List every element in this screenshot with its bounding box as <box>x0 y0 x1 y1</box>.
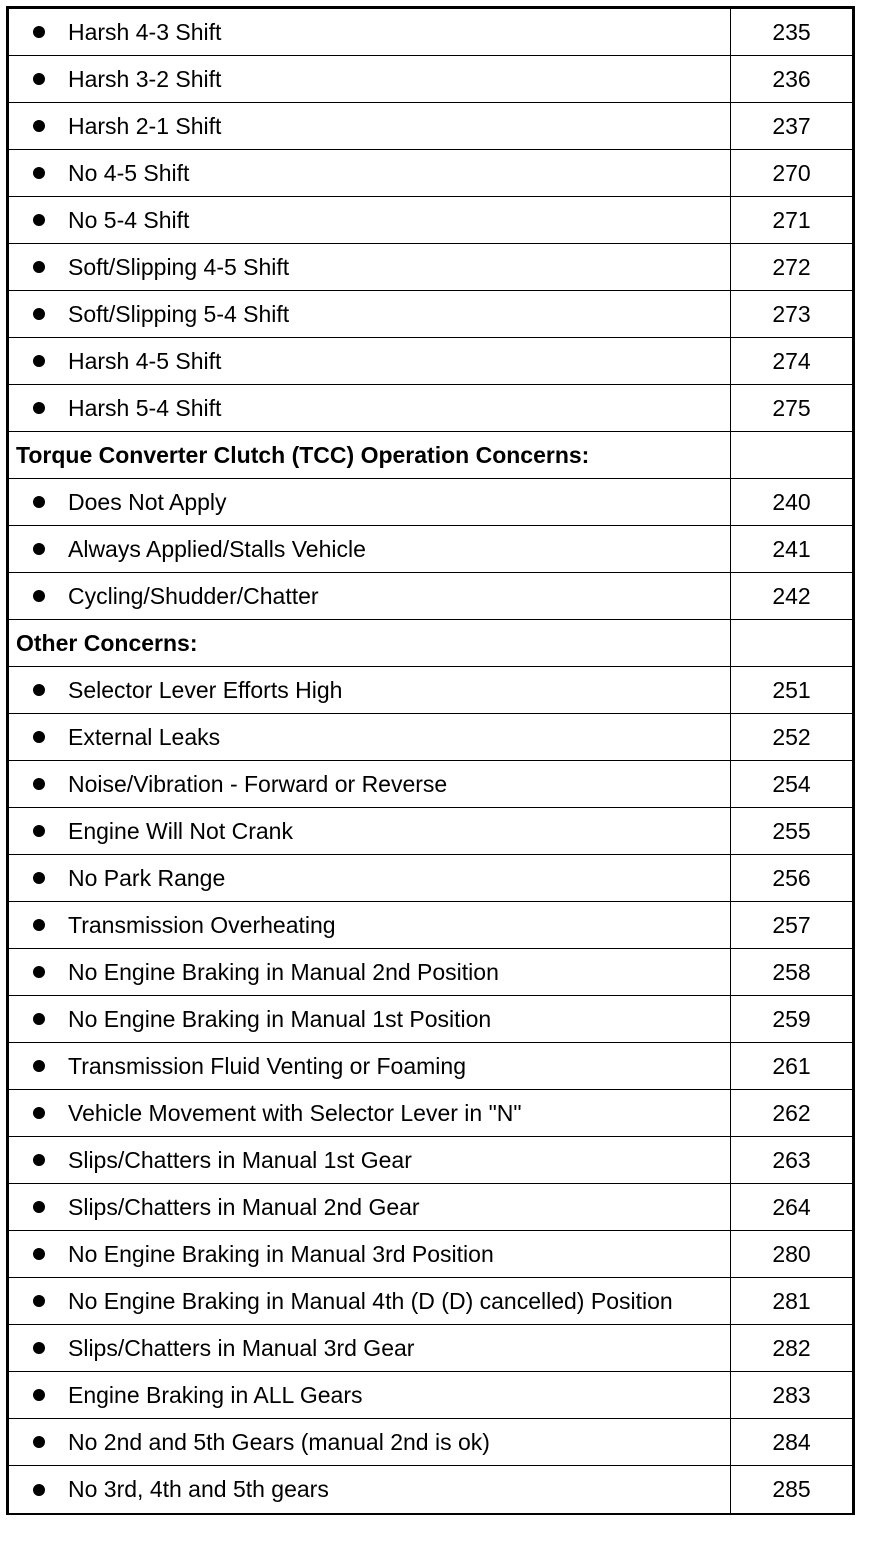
table-row <box>9 808 852 855</box>
description-cell <box>9 291 731 337</box>
table-row <box>9 1278 852 1325</box>
table-row <box>9 56 852 103</box>
description-cell <box>9 150 731 196</box>
page-number-cell <box>731 432 852 478</box>
description-cell <box>9 338 731 384</box>
table-row <box>9 949 852 996</box>
description-cell <box>9 996 731 1042</box>
bullet-icon <box>33 167 45 179</box>
table-row <box>9 150 852 197</box>
table-row <box>9 291 852 338</box>
page-number-cell: 237 <box>772 112 811 139</box>
symptom-label: Harsh 4-3 Shift <box>68 18 222 45</box>
description-cell <box>9 1325 731 1371</box>
symptom-label: No 4-5 Shift <box>68 159 190 186</box>
bullet-icon <box>33 308 45 320</box>
table-row <box>9 338 852 385</box>
bullet-icon <box>33 1201 45 1213</box>
page-number-cell: 241 <box>772 535 811 562</box>
symptom-label: No Engine Braking in Manual 3rd Position <box>68 1240 494 1267</box>
page-number-cell: 272 <box>772 253 811 280</box>
bullet-icon <box>33 1107 45 1119</box>
table-row <box>9 479 852 526</box>
table-row <box>9 573 852 620</box>
table-row <box>9 1325 852 1372</box>
description-cell <box>9 949 731 995</box>
page-number-cell: 281 <box>772 1287 811 1314</box>
bullet-icon <box>33 1484 45 1496</box>
symptom-label: Transmission Fluid Venting or Foaming <box>68 1052 466 1079</box>
page-number-cell: 285 <box>772 1476 811 1502</box>
bullet-icon <box>33 543 45 555</box>
symptom-label: No Engine Braking in Manual 4th (D (D) cancelled) Position <box>68 1287 673 1314</box>
table-row <box>9 714 852 761</box>
bullet-icon <box>33 825 45 837</box>
symptom-label: External Leaks <box>68 723 221 750</box>
page-number-cell: 271 <box>772 206 811 233</box>
table-row <box>9 667 852 714</box>
page-number-cell: 240 <box>772 488 811 515</box>
section-heading-row <box>9 620 852 667</box>
table-row <box>9 1043 852 1090</box>
symptom-label: Slips/Chatters in Manual 3rd Gear <box>68 1334 415 1361</box>
table-row <box>9 996 852 1043</box>
table-row <box>9 197 852 244</box>
page-number-cell: 236 <box>772 65 811 92</box>
bullet-icon <box>33 872 45 884</box>
symptom-label: Does Not Apply <box>68 488 227 515</box>
symptom-label: No 3rd, 4th and 5th gears <box>68 1476 329 1502</box>
symptom-label: No 2nd and 5th Gears (manual 2nd is ok) <box>68 1428 490 1455</box>
symptom-label: Harsh 5-4 Shift <box>68 394 222 421</box>
page-number-cell: 251 <box>772 676 811 703</box>
table-row <box>9 761 852 808</box>
bullet-icon <box>33 496 45 508</box>
page-number-cell <box>731 620 852 666</box>
description-cell <box>9 667 731 713</box>
bullet-icon <box>33 355 45 367</box>
symptom-label: No Park Range <box>68 864 226 891</box>
bullet-icon <box>33 1389 45 1401</box>
symptom-label: Selector Lever Efforts High <box>68 676 343 703</box>
table-row <box>9 1137 852 1184</box>
page-number-cell: 283 <box>772 1381 811 1408</box>
page-number-cell: 262 <box>772 1099 811 1126</box>
description-cell <box>9 902 731 948</box>
table-row <box>9 1372 852 1419</box>
section-heading-row <box>9 432 852 479</box>
page-number-cell: 280 <box>772 1240 811 1267</box>
table-row <box>9 526 852 573</box>
table-row <box>9 1184 852 1231</box>
description-cell <box>9 385 731 431</box>
description-cell <box>9 1231 731 1277</box>
table-row <box>9 1466 852 1513</box>
description-cell <box>9 1278 731 1324</box>
table-row <box>9 244 852 291</box>
bullet-icon <box>33 1060 45 1072</box>
page-number-cell: 282 <box>772 1334 811 1361</box>
symptom-label: No 5-4 Shift <box>68 206 190 233</box>
page-number-cell: 264 <box>772 1193 811 1220</box>
symptom-label: Soft/Slipping 5-4 Shift <box>68 300 290 327</box>
description-cell <box>9 432 731 478</box>
bullet-icon <box>33 778 45 790</box>
page-number-cell: 242 <box>772 582 811 609</box>
symptom-label: Engine Braking in ALL Gears <box>68 1381 363 1408</box>
bullet-icon <box>33 402 45 414</box>
table-row <box>9 1231 852 1278</box>
bullet-icon <box>33 731 45 743</box>
page-number-cell: 258 <box>772 958 811 985</box>
page-number-cell: 259 <box>772 1005 811 1032</box>
bullet-icon <box>33 1013 45 1025</box>
symptom-label: Harsh 4-5 Shift <box>68 347 222 374</box>
table-row <box>9 1090 852 1137</box>
description-cell <box>9 1419 731 1465</box>
bullet-icon <box>33 261 45 273</box>
page-number-cell: 255 <box>772 817 811 844</box>
table-row <box>9 1419 852 1466</box>
page-number-cell: 284 <box>772 1428 811 1455</box>
page-number-cell: 252 <box>772 723 811 750</box>
bullet-icon <box>33 966 45 978</box>
bullet-icon <box>33 590 45 602</box>
description-cell <box>9 526 731 572</box>
description-cell <box>9 1372 731 1418</box>
table-row <box>9 9 852 56</box>
table-row <box>9 103 852 150</box>
bullet-icon <box>33 214 45 226</box>
description-cell <box>9 9 731 55</box>
page-number-cell: 256 <box>772 864 811 891</box>
symptom-label: Harsh 2-1 Shift <box>68 112 222 139</box>
symptom-label: Transmission Overheating <box>68 911 336 938</box>
section-heading-label: Torque Converter Clutch (TCC) Operation Concerns: <box>16 441 590 468</box>
description-cell <box>9 103 731 149</box>
bullet-icon <box>33 684 45 696</box>
description-cell <box>9 479 731 525</box>
description-cell <box>9 808 731 854</box>
bullet-icon <box>33 1342 45 1354</box>
description-cell <box>9 1466 731 1513</box>
description-cell <box>9 1137 731 1183</box>
bullet-icon <box>33 26 45 38</box>
symptom-label: Engine Will Not Crank <box>68 817 293 844</box>
description-cell <box>9 244 731 290</box>
symptom-label: Slips/Chatters in Manual 1st Gear <box>68 1146 412 1173</box>
description-cell <box>9 56 731 102</box>
page-number-cell: 270 <box>772 159 811 186</box>
description-cell <box>9 761 731 807</box>
description-cell <box>9 1043 731 1089</box>
bullet-icon <box>33 73 45 85</box>
description-cell <box>9 855 731 901</box>
symptom-label: No Engine Braking in Manual 1st Position <box>68 1005 492 1032</box>
page-number-cell: 274 <box>772 347 811 374</box>
table-row <box>9 855 852 902</box>
description-cell <box>9 1090 731 1136</box>
section-heading-label: Other Concerns: <box>16 629 198 656</box>
description-cell <box>9 620 731 666</box>
table-row <box>9 385 852 432</box>
bullet-icon <box>33 919 45 931</box>
symptom-label: Noise/Vibration - Forward or Reverse <box>68 770 448 797</box>
symptom-index-table <box>6 6 855 1515</box>
bullet-icon <box>33 120 45 132</box>
symptom-label: Soft/Slipping 4-5 Shift <box>68 253 290 280</box>
symptom-label: Slips/Chatters in Manual 2nd Gear <box>68 1193 420 1220</box>
symptom-label: Always Applied/Stalls Vehicle <box>68 535 366 562</box>
page-number-cell: 254 <box>772 770 811 797</box>
bullet-icon <box>33 1154 45 1166</box>
symptom-label: Vehicle Movement with Selector Lever in "N" <box>68 1099 522 1126</box>
page-number-cell: 263 <box>772 1146 811 1173</box>
description-cell <box>9 197 731 243</box>
bullet-icon <box>33 1295 45 1307</box>
page-number-cell: 257 <box>772 911 811 938</box>
bullet-icon <box>33 1436 45 1448</box>
page-number-cell: 273 <box>772 300 811 327</box>
description-cell <box>9 573 731 619</box>
symptom-label: No Engine Braking in Manual 2nd Position <box>68 958 499 985</box>
symptom-label: Harsh 3-2 Shift <box>68 65 222 92</box>
table-row <box>9 902 852 949</box>
page-number-cell: 261 <box>772 1052 811 1079</box>
symptom-label: Cycling/Shudder/Chatter <box>68 582 319 609</box>
description-cell <box>9 1184 731 1230</box>
page-number-cell: 235 <box>772 18 811 45</box>
page-number-cell: 275 <box>772 394 811 421</box>
bullet-icon <box>33 1248 45 1260</box>
description-cell <box>9 714 731 760</box>
